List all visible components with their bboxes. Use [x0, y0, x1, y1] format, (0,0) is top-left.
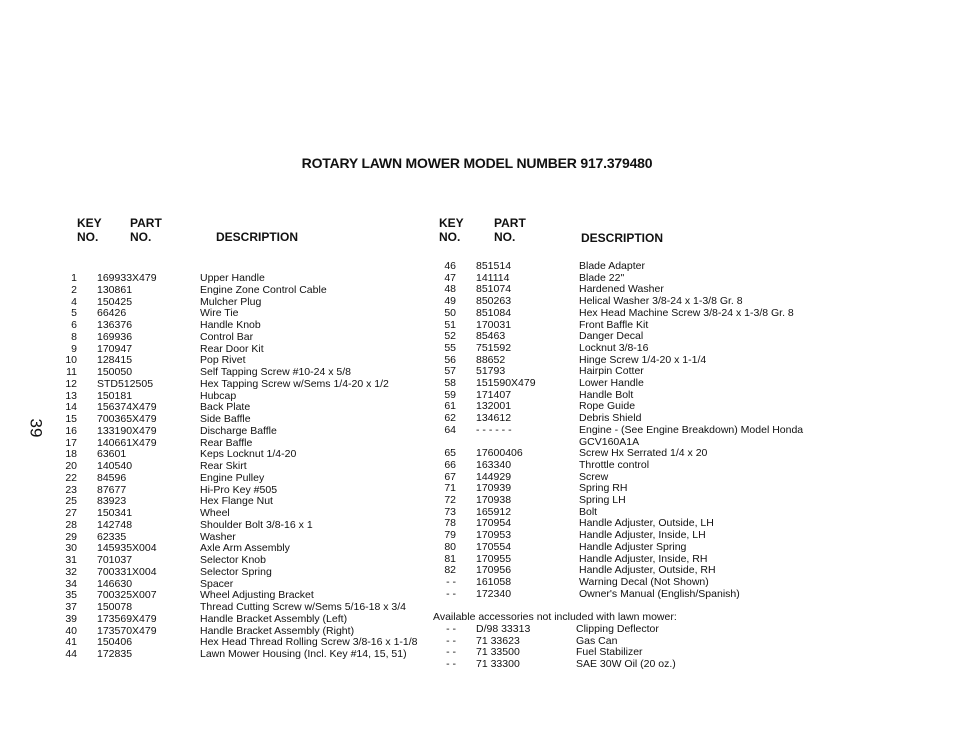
part-number: 84596 — [97, 471, 127, 484]
key-number: 29 — [65, 530, 77, 543]
key-number: 12 — [65, 377, 77, 390]
key-number: 18 — [65, 448, 77, 461]
part-number: 151590X479 — [476, 377, 536, 389]
right-key-header-top: KEY — [439, 216, 464, 230]
key-number: 44 — [65, 648, 77, 660]
part-number: 66426 — [97, 307, 127, 320]
part-number: 170939 — [476, 482, 512, 495]
key-number: 2 — [71, 283, 77, 296]
part-description: Handle Adjuster, Outside, LH — [579, 517, 714, 530]
part-number: 150050 — [97, 366, 133, 378]
part-number: 140661X479 — [97, 436, 157, 449]
part-description: Helical Washer 3/8-24 x 1-3/8 Gr. 8 — [579, 295, 743, 308]
key-number: 10 — [65, 354, 77, 367]
part-number: 150181 — [97, 389, 133, 402]
part-number: 170953 — [476, 529, 512, 542]
part-description: Debris Shield — [579, 412, 642, 425]
part-number: 851514 — [476, 260, 512, 272]
part-number: 173570X479 — [97, 624, 157, 637]
part-description: Self Tapping Screw #10-24 x 5/8 — [200, 366, 351, 378]
part-number: 63601 — [97, 448, 127, 461]
part-description: Handle Knob — [200, 319, 261, 331]
key-number: 31 — [65, 554, 77, 566]
key-number: 16 — [65, 424, 77, 437]
key-number: 6 — [71, 319, 77, 331]
part-description: Screw — [579, 470, 609, 483]
part-number: 146630 — [97, 577, 133, 590]
part-description: Spring LH — [579, 494, 626, 506]
right-description-header: DESCRIPTION — [581, 231, 664, 245]
part-number: 170554 — [476, 540, 512, 553]
key-number: - - — [446, 575, 456, 588]
part-number: 132001 — [476, 400, 512, 413]
key-number: - - — [446, 646, 456, 659]
key-number: 15 — [65, 413, 77, 425]
part-description: GCV160A1A — [579, 435, 640, 448]
accessories-heading: Available accessories not included with lawn mower: — [433, 611, 677, 623]
part-description: Clipping Deflector — [576, 623, 659, 635]
part-number: 130861 — [97, 283, 133, 296]
key-number: 9 — [71, 342, 77, 355]
left-key-header-top: KEY — [77, 216, 102, 230]
key-number: 80 — [444, 540, 456, 553]
part-number: 165912 — [476, 505, 512, 518]
part-number: D/98 33313 — [476, 623, 531, 635]
part-number: 134612 — [476, 412, 512, 425]
key-number: 50 — [444, 306, 456, 319]
part-description: Shoulder Bolt 3/8-16 x 1 — [200, 518, 313, 531]
part-number: 701037 — [97, 554, 133, 566]
part-description: Control Bar — [200, 330, 254, 343]
key-number: 72 — [444, 494, 456, 506]
part-description: Spring RH — [579, 482, 628, 495]
part-description: Hubcap — [200, 389, 237, 402]
part-number: 17600406 — [476, 447, 523, 460]
key-number: 71 — [444, 482, 456, 495]
key-number: 25 — [65, 495, 77, 508]
key-number: 58 — [444, 377, 456, 389]
page-title: ROTARY LAWN MOWER MODEL NUMBER 917.379480 — [301, 155, 653, 171]
left-key-header-bottom: NO. — [77, 230, 99, 244]
part-description: Axle Arm Assembly — [200, 542, 290, 555]
part-number: 851074 — [476, 283, 512, 296]
part-number: 85463 — [476, 330, 506, 343]
part-description: Mulcher Plug — [200, 295, 262, 308]
key-number: 57 — [444, 365, 456, 378]
key-number: 78 — [444, 517, 456, 530]
part-description: Warning Decal (Not Shown) — [579, 575, 709, 588]
part-description: Selector Knob — [200, 554, 266, 566]
key-number: 46 — [444, 260, 456, 272]
key-number: 4 — [71, 295, 77, 308]
part-description: Handle Adjuster, Inside, LH — [579, 529, 706, 542]
part-number: 156374X479 — [97, 401, 157, 414]
part-description: Danger Decal — [579, 330, 644, 343]
key-number: 67 — [444, 470, 456, 483]
part-description: Side Baffle — [200, 413, 251, 425]
part-description: Rear Skirt — [200, 460, 247, 472]
key-number: 11 — [66, 366, 77, 378]
part-number: 71 33500 — [476, 646, 520, 659]
key-number: - - — [446, 587, 456, 600]
part-number: 128415 — [97, 354, 133, 367]
part-number: 71 33300 — [476, 658, 520, 671]
left-part-header-top: PART — [130, 216, 162, 230]
part-description: Throttle control — [579, 458, 650, 471]
left-part-header-bottom: NO. — [130, 230, 152, 244]
part-description: Lower Handle — [579, 377, 644, 389]
key-number: 1 — [71, 272, 77, 284]
part-description: Rope Guide — [579, 400, 636, 413]
part-number: 150078 — [97, 601, 133, 613]
key-number: 47 — [444, 271, 456, 284]
part-description: Locknut 3/8-16 — [579, 341, 649, 354]
part-number: 851084 — [476, 306, 512, 319]
left-description-header: DESCRIPTION — [216, 230, 299, 244]
key-number: 20 — [65, 460, 77, 472]
part-description: Back Plate — [200, 401, 251, 414]
part-description: Selector Spring — [200, 565, 272, 578]
key-number: 22 — [65, 471, 77, 484]
part-description: Hi-Pro Key #505 — [200, 483, 278, 496]
part-number: 142748 — [97, 518, 133, 531]
part-description: Discharge Baffle — [200, 424, 277, 437]
key-number: 61 — [444, 400, 456, 413]
right-part-header — [494, 216, 526, 244]
part-description: Fuel Stabilizer — [576, 646, 643, 659]
part-number: 170954 — [476, 517, 512, 530]
part-number: 140540 — [97, 460, 133, 472]
part-description: Handle Bolt — [579, 388, 634, 401]
key-number: 59 — [444, 388, 456, 401]
part-description: Handle Adjuster Spring — [579, 540, 687, 553]
key-number: - - — [446, 634, 456, 647]
key-number: 79 — [444, 529, 456, 542]
key-number: 62 — [444, 412, 456, 425]
part-number: 700365X479 — [97, 413, 157, 425]
part-description: Hex Tapping Screw w/Sems 1/4-20 x 1/2 — [200, 377, 389, 390]
part-number: 161058 — [476, 575, 512, 588]
part-description: Thread Cutting Screw w/Sems 5/16-18 x 3/4 — [200, 601, 407, 613]
part-number: 51793 — [476, 365, 506, 378]
part-description: Wheel Adjusting Bracket — [200, 589, 314, 602]
key-number: 34 — [65, 577, 77, 590]
part-description: Handle Bracket Assembly (Left) — [200, 612, 348, 625]
part-number: 170956 — [476, 564, 512, 577]
part-description: Keps Locknut 1/4-20 — [200, 448, 297, 461]
part-description: Blade 22" — [579, 271, 625, 284]
part-description: Spacer — [200, 577, 234, 590]
left-key-header — [77, 216, 102, 244]
key-number: 14 — [65, 401, 77, 414]
right-part-header-top: PART — [494, 216, 526, 230]
part-number: 700325X007 — [97, 589, 157, 602]
key-number: 8 — [71, 330, 77, 343]
part-number: STD512505 — [97, 377, 154, 390]
key-number: 65 — [444, 447, 456, 460]
key-number: 27 — [65, 507, 77, 519]
part-number: 171407 — [476, 388, 512, 401]
key-number: 51 — [444, 318, 456, 331]
key-number: 28 — [65, 518, 77, 531]
part-number: 144929 — [476, 470, 512, 483]
key-number: 39 — [65, 612, 77, 625]
part-description: Hinge Screw 1/4-20 x 1-1/4 — [579, 353, 707, 366]
key-number: 73 — [444, 505, 456, 518]
key-number: 30 — [65, 542, 77, 555]
right-key-header-bottom: NO. — [439, 230, 461, 244]
part-number: 133190X479 — [97, 424, 157, 437]
part-description: Gas Can — [576, 634, 618, 647]
part-number: 700331X004 — [97, 565, 157, 578]
part-number: 170947 — [97, 342, 133, 355]
part-description: Upper Handle — [200, 272, 265, 284]
key-number: 40 — [65, 624, 77, 637]
part-description: Blade Adapter — [579, 260, 645, 272]
part-number: 850263 — [476, 295, 512, 308]
key-number: 81 — [444, 552, 456, 565]
part-number: 169933X479 — [97, 272, 157, 284]
part-number: 150341 — [97, 507, 133, 519]
key-number: - - — [446, 658, 456, 671]
part-number: 170031 — [476, 318, 512, 331]
part-description: Bolt — [579, 505, 598, 518]
key-number: 5 — [71, 307, 77, 320]
key-number: 49 — [444, 295, 456, 308]
key-number: 41 — [65, 636, 77, 649]
part-number: 136376 — [97, 319, 133, 331]
key-number: 66 — [444, 458, 456, 471]
part-number: 83923 — [97, 495, 127, 508]
part-description: Hardened Washer — [579, 283, 664, 296]
part-description: Lawn Mower Housing (Incl. Key #14, 15, 51) — [200, 648, 407, 660]
part-number: 62335 — [97, 530, 127, 543]
key-number: 35 — [65, 589, 77, 602]
part-description: Pop Rivet — [200, 354, 246, 367]
key-number: 64 — [444, 423, 456, 436]
part-description: Engine - (See Engine Breakdown) Model Honda — [579, 423, 804, 436]
part-number: 71 33623 — [476, 634, 520, 647]
part-description: Hairpin Cotter — [579, 365, 644, 378]
part-number: 87677 — [97, 483, 127, 496]
part-description: Hex Flange Nut — [200, 495, 273, 508]
right-key-header — [439, 216, 464, 244]
part-description: Wheel — [200, 507, 230, 519]
part-description: Handle Adjuster, Outside, RH — [579, 564, 716, 577]
key-number: 32 — [65, 565, 77, 578]
key-number: 23 — [65, 483, 77, 496]
part-description: Owner's Manual (English/Spanish) — [579, 587, 740, 600]
part-number: 169936 — [97, 330, 133, 343]
key-number: 82 — [444, 564, 456, 577]
part-description: Rear Baffle — [200, 436, 253, 449]
part-description: Handle Adjuster, Inside, RH — [579, 552, 708, 565]
part-number: 172340 — [476, 587, 512, 600]
part-number: 163340 — [476, 458, 512, 471]
part-number: 172835 — [97, 648, 133, 660]
key-number: - - — [446, 623, 456, 635]
part-description: Handle Bracket Assembly (Right) — [200, 624, 355, 637]
part-number: 173569X479 — [97, 612, 157, 625]
part-description: Hex Head Thread Rolling Screw 3/8-16 x 1-1/8 — [200, 636, 418, 649]
key-number: 13 — [65, 389, 77, 402]
part-description: Front Baffle Kit — [579, 318, 649, 331]
page-number: 39 — [26, 418, 46, 438]
part-number: 141114 — [476, 271, 510, 284]
part-description: Engine Pulley — [200, 471, 265, 484]
key-number: 48 — [444, 283, 456, 296]
part-number: 170955 — [476, 552, 512, 565]
part-description: Engine Zone Control Cable — [200, 283, 327, 296]
part-number: 150425 — [97, 295, 133, 308]
key-number: 37 — [65, 601, 77, 613]
part-number: 170938 — [476, 494, 512, 506]
left-part-header — [130, 216, 162, 244]
part-number: - - - - - - — [476, 423, 512, 436]
part-description: Wire Tie — [200, 307, 239, 320]
key-number: 55 — [444, 341, 456, 354]
key-number: 56 — [444, 353, 456, 366]
part-number: 150406 — [97, 636, 133, 649]
part-number: 751592 — [476, 341, 512, 354]
part-number: 88652 — [476, 353, 506, 366]
part-description: Rear Door Kit — [200, 342, 264, 355]
part-description: Washer — [200, 530, 236, 543]
key-number: 17 — [65, 436, 77, 449]
right-part-header-bottom: NO. — [494, 230, 516, 244]
key-number: 52 — [444, 330, 456, 343]
part-description: Screw Hx Serrated 1/4 x 20 — [579, 447, 708, 460]
part-description: Hex Head Machine Screw 3/8-24 x 1-3/8 Gr. 8 — [579, 306, 794, 319]
part-description: SAE 30W Oil (20 oz.) — [576, 658, 676, 671]
part-number: 145935X004 — [97, 542, 157, 555]
